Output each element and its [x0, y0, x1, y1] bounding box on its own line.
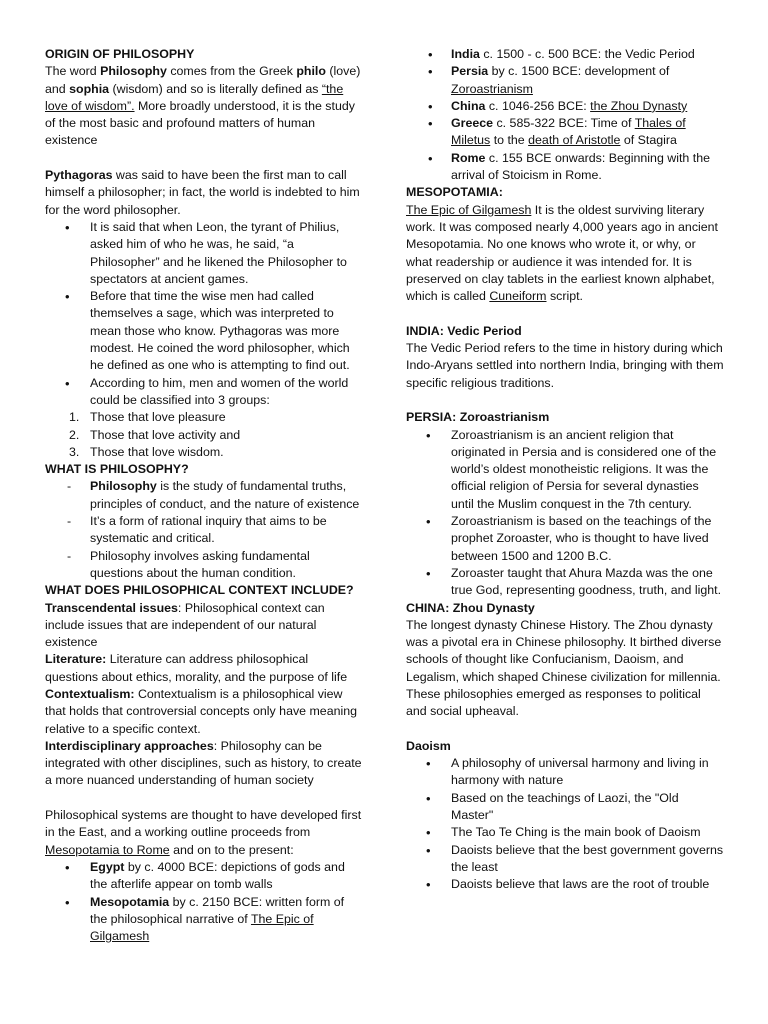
death-of-aristotle-link[interactable]: death of Aristotle	[528, 133, 621, 148]
text: was said to have been the first man to call himself a philosopher; in fact, the world is indebted to him for the word philosopher.	[45, 168, 360, 217]
text: c. 1046-256 BCE:	[485, 98, 591, 113]
term-pythagoras: Pythagoras	[45, 168, 113, 183]
list-item	[406, 150, 724, 185]
daoism-bullet-list	[406, 755, 724, 893]
text: comes from the Greek	[166, 64, 297, 79]
pythagoras-bullet-list	[45, 219, 363, 409]
list-item	[45, 409, 363, 426]
term-philosophy: Philosophy	[90, 479, 157, 494]
text: (love) and	[45, 64, 361, 96]
what-is-dash-list	[45, 478, 363, 582]
separator: :	[177, 600, 185, 615]
systems-paragraph	[45, 807, 363, 859]
list-item: • Zoroastrianism is based on the teachings of the prophet Zoroaster, who is thought to have lived between 1500 and 1200 B.C.	[406, 513, 724, 565]
heading-origin-of-philosophy: ORIGIN OF PHILOSOPHY	[45, 47, 195, 61]
india-paragraph: The Vedic Period refers to the time in history during which Indo-Aryans settled into northern India, bringing with them specific religious traditions.	[406, 341, 724, 390]
heading-daoism: Daoism	[406, 738, 451, 753]
list-item: • Zoroastrianism is an ancient religion that originated in Persia and is considered one of the world’s oldest monotheistic religions. It was the official religion of Persia for several dynasties until the Muslim conquest in the 7th century.	[406, 427, 724, 513]
list-item: - Philosophy involves asking fundamental questions about the human condition.	[45, 548, 363, 583]
thales-link[interactable]: Thales of Miletus	[451, 116, 686, 148]
term-mesopotamia: Mesopotamia	[90, 894, 170, 909]
context-text: Literature can address philosophical questions about ethics, morality, and the purpose of life	[45, 652, 348, 684]
list-number: 3.	[69, 444, 80, 459]
list-item	[406, 63, 724, 98]
list-item	[45, 444, 363, 461]
text: It is the oldest surviving literary work. It was composed nearly 4,000 years ago in ancient Mesopotamia. No one knows who wrote it, or why, or what readership or audience it was intended for. It is preserved on clay tablets in the earliest known alphabet, which is called	[406, 202, 718, 304]
context-item	[45, 738, 363, 790]
text: of Stagira	[620, 133, 677, 148]
text: script.	[546, 289, 583, 304]
groups-numbered-list	[45, 409, 363, 461]
zoroastrianism-link[interactable]: Zoroastrianism	[451, 81, 533, 96]
cuneiform-link[interactable]: Cuneiform	[489, 289, 547, 304]
list-item	[406, 98, 724, 115]
list-item: • Before that time the wise men had called themselves a sage, which was interpreted to mean those who know. Pythagoras was more modest. He coined the word philosopher, which he defined as one who is attempting to find out.	[45, 288, 363, 374]
mesopotamia-paragraph	[406, 202, 724, 306]
list-number: 2.	[69, 427, 80, 442]
text: (wisdom) and so is literally defined as	[109, 81, 322, 96]
term-china: China	[451, 98, 486, 113]
list-item	[45, 427, 363, 444]
context-text: Contextualism is a philosophical view that holds that controversial concepts only have meaning relative to a specific context.	[45, 686, 358, 736]
list-item: • According to him, men and women of the world could be classified into 3 groups:	[45, 375, 363, 410]
heading-persia: PERSIA: Zoroastrianism	[406, 410, 550, 425]
pythagoras-paragraph	[45, 167, 363, 219]
context-term: Contextualism:	[45, 686, 135, 701]
left-column	[45, 46, 363, 945]
list-item: • A philosophy of universal harmony and living in harmony with nature	[406, 755, 724, 790]
context-item	[45, 600, 363, 652]
list-text: Those that love activity and	[90, 427, 241, 442]
china-paragraph: The longest dynasty Chinese History. The Zhou dynasty was a pivotal era in Chinese philosophy. It birthed diverse schools of thought like Confucianism, Daoism, and Legalism, which shaped Chinese civilization for millennia. These philosophies emerged as responses to political and social upheaval.	[406, 617, 722, 719]
term-rome: Rome	[451, 150, 486, 165]
text: The word	[45, 64, 101, 79]
list-item	[45, 894, 363, 946]
text: Philosophical systems are thought to have developed first in the East, and a working outline proceeds from	[45, 808, 362, 840]
list-item	[406, 115, 724, 150]
term-philosophy: Philosophy	[100, 64, 167, 79]
list-item	[45, 859, 363, 894]
context-term: Transcendental issues	[45, 600, 178, 615]
context-text: Philosophy can be integrated with other disciplines, such as history, to create a more nuanced understanding of human society	[45, 738, 362, 788]
context-term: Interdisciplinary approaches	[45, 738, 214, 753]
text: by c. 4000 BCE: depictions of gods and the afterlife appear on tomb walls	[90, 859, 345, 892]
epic-of-gilgamesh-link[interactable]: The Epic of Gilgamesh	[406, 202, 532, 217]
heading-india: INDIA: Vedic Period	[406, 323, 522, 338]
text: c. 585-322 BCE: Time of	[493, 116, 635, 131]
list-item: - It’s a form of rational inquiry that aims to be systematic and critical.	[45, 513, 363, 548]
text: by c. 2150 BCE: written form of the philosophical narrative of	[90, 894, 345, 926]
zhou-dynasty-link[interactable]: the Zhou Dynasty	[590, 98, 688, 113]
term-philo: philo	[296, 64, 326, 79]
term-egypt: Egypt	[90, 859, 125, 874]
text: and on to the present:	[169, 842, 294, 857]
list-text: Those that love wisdom.	[90, 444, 224, 459]
term-persia: Persia	[451, 64, 489, 79]
list-item: • Daoists believe that laws are the root of trouble	[406, 876, 724, 893]
mesopotamia-to-rome-link[interactable]: Mesopotamia to Rome	[45, 842, 170, 857]
systems-bullet-list	[45, 859, 363, 945]
text: More broadly understood, it is the study of the most basic and profound matters of human existence	[45, 98, 355, 148]
origin-paragraph	[45, 63, 363, 149]
list-text: Those that love pleasure	[90, 410, 226, 425]
text: by c. 1500 BCE: development of	[488, 64, 670, 79]
list-item	[406, 46, 724, 63]
list-item: • It is said that when Leon, the tyrant of Philius, asked him of who he was, he said, “a Philosopher” and he likened the Philosopher to spectators at ancient games.	[45, 219, 363, 288]
heading-china: CHINA: Zhou Dynasty	[406, 600, 535, 615]
list-number: 1.	[69, 410, 80, 425]
epic-of-gilgamesh-link[interactable]: The Epic of Gilgamesh	[90, 911, 314, 944]
heading-what-is-philosophy: WHAT IS PHILOSOPHY?	[45, 462, 189, 477]
love-of-wisdom-underlined: “the love of wisdom”.	[45, 81, 344, 113]
context-item	[45, 686, 363, 738]
term-india: India	[451, 47, 480, 61]
separator: :	[213, 738, 221, 753]
list-item	[45, 478, 363, 513]
text: c. 1500 - c. 500 BCE: the Vedic Period	[479, 47, 695, 61]
persia-bullet-list	[406, 427, 724, 600]
context-text: Philosophical context can include issues that are independent of our natural existence	[45, 600, 325, 650]
heading-mesopotamia: MESOPOTAMIA:	[406, 185, 503, 200]
list-item: • Daoists believe that the best government governs the least	[406, 842, 724, 877]
timeline-bullet-list	[406, 46, 724, 184]
text: c. 155 BCE onwards: Beginning with the arrival of Stoicism in Rome.	[451, 150, 710, 183]
context-term: Literature:	[45, 652, 107, 667]
right-column	[406, 46, 724, 894]
context-item	[45, 651, 363, 686]
text: to the	[490, 133, 529, 148]
heading-philosophical-context: WHAT DOES PHILOSOPHICAL CONTEXT INCLUDE?	[45, 583, 354, 598]
list-item: • Zoroaster taught that Ahura Mazda was the one true God, representing goodness, truth, and light.	[406, 565, 724, 600]
list-item: • Based on the teachings of Laozi, the "Old Master"	[406, 790, 724, 825]
term-greece: Greece	[451, 116, 494, 131]
term-sophia: sophia	[69, 81, 110, 96]
list-item: • The Tao Te Ching is the main book of Daoism	[406, 824, 724, 841]
text: is the study of fundamental truths, principles of conduct, and the nature of existence	[90, 479, 360, 511]
